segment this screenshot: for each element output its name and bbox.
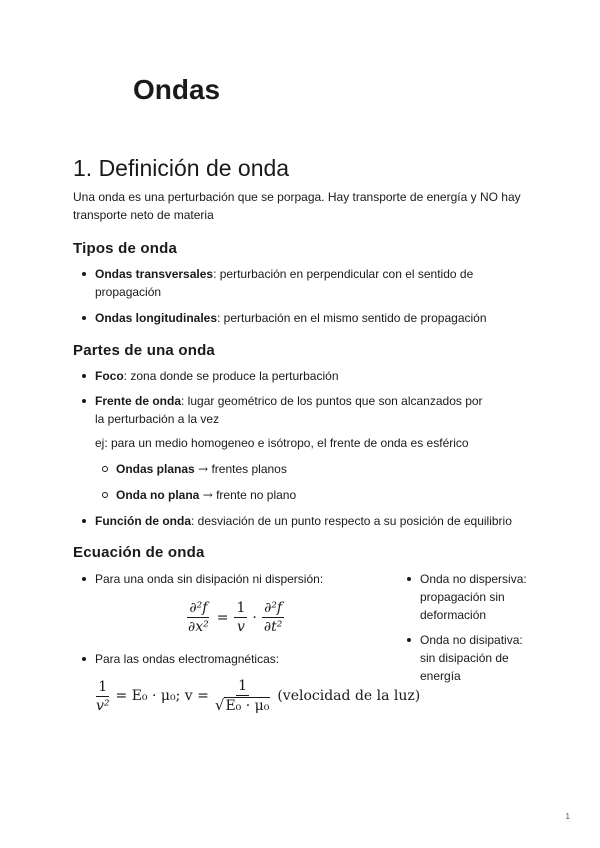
item-text: Para las ondas electromagnéticas: xyxy=(95,652,280,666)
page-number: 1 xyxy=(565,812,570,821)
circle-bullet-icon xyxy=(102,466,108,472)
heading-tipos: Tipos de onda xyxy=(73,240,177,257)
denominator: ∂x² xyxy=(188,619,209,635)
numerator: 1 xyxy=(98,678,108,695)
item-text: Onda no dispersiva: propagación sin deformación xyxy=(420,572,527,622)
fraction-one-over-v xyxy=(234,600,247,635)
section-heading-definicion: 1. Definición de onda xyxy=(73,155,290,181)
denominator: v xyxy=(236,619,245,635)
fraction-lhs xyxy=(186,600,211,635)
side-item-no-disipativa xyxy=(420,631,535,685)
page-title: Ondas xyxy=(133,74,221,105)
term: Ondas planas xyxy=(116,462,195,476)
list-item-funcion xyxy=(95,512,535,530)
denominator: v² xyxy=(96,697,110,714)
equals-sign: = xyxy=(216,609,229,626)
description: frente no plano xyxy=(216,488,297,502)
bullet-icon xyxy=(82,657,86,661)
denominator: ∂t² xyxy=(263,619,283,635)
description: : desviación de un punto respecto a su posición de equilibrio xyxy=(191,514,512,528)
fraction-rhs xyxy=(262,600,284,635)
description: : perturbación en perpendicular con el sentido de propagación xyxy=(95,267,474,299)
description: frentes planos xyxy=(211,462,287,476)
bullet-icon xyxy=(82,272,86,276)
frente-example: ej: para un medio homogeneo e isótropo, el frente de onda es esférico xyxy=(95,436,469,450)
sublist-item-planas xyxy=(116,460,496,478)
term: Ondas transversales xyxy=(95,267,214,281)
denominator xyxy=(213,696,272,714)
arrow-icon: → xyxy=(202,488,213,502)
description: : perturbación en el mismo sentido de propagación xyxy=(217,311,487,325)
list-item-longitudinales xyxy=(95,309,535,327)
numerator: ∂²f xyxy=(189,600,208,616)
side-item-no-dispersiva xyxy=(420,570,535,624)
item-text: Para una onda sin disipación ni dispersión: xyxy=(95,572,324,586)
equation-middle: = E₀ · μ₀; v = xyxy=(115,688,209,704)
term: Ondas longitudinales xyxy=(95,311,218,325)
term: Frente de onda xyxy=(95,394,182,408)
list-item-electromagneticas xyxy=(95,650,365,668)
equation-electromagnetic xyxy=(94,678,420,714)
bullet-icon xyxy=(407,638,411,642)
numerator: ∂²f xyxy=(264,600,283,616)
term: Foco xyxy=(95,369,124,383)
numerator: 1 xyxy=(238,678,248,694)
bullet-icon xyxy=(82,577,86,581)
numerator: 1 xyxy=(236,600,246,616)
bullet-icon xyxy=(82,374,86,378)
bullet-icon xyxy=(82,316,86,320)
bullet-icon xyxy=(407,577,411,581)
bullet-icon xyxy=(82,399,86,403)
equation-note: (velocidad de la luz) xyxy=(277,688,421,704)
description: : lugar geométrico de los puntos que son alcanzados por la perturbación a la vez xyxy=(95,394,483,426)
list-item-foco xyxy=(95,367,535,385)
intro-paragraph: Una onda es una perturbación que se porpaga. Hay transporte de energía y NO hay transporte neto de materia xyxy=(73,190,521,222)
bullet-icon xyxy=(82,519,86,523)
equation-wave xyxy=(186,600,284,635)
term: Onda no plana xyxy=(116,488,200,502)
item-text: Onda no disipativa: sin disipación de energía xyxy=(420,633,523,683)
list-item-frente xyxy=(95,392,495,428)
heading-ecuacion: Ecuación de onda xyxy=(73,544,205,561)
term: Función de onda xyxy=(95,514,191,528)
arrow-icon: → xyxy=(198,462,209,476)
fraction-one-over-sqrt xyxy=(213,678,272,714)
sqrt-argument: E₀ · μ₀ xyxy=(225,698,270,714)
sublist-item-no-plana xyxy=(116,486,496,504)
heading-partes: Partes de una onda xyxy=(73,342,215,359)
list-item-transversales xyxy=(95,265,495,301)
dot-operator: · xyxy=(252,609,257,626)
circle-bullet-icon xyxy=(102,492,108,498)
list-item-sin-disipacion xyxy=(95,570,365,588)
sqrt-icon: √ xyxy=(214,696,225,714)
description: : zona donde se produce la perturbación xyxy=(123,369,339,383)
fraction-one-over-v2 xyxy=(94,679,112,714)
